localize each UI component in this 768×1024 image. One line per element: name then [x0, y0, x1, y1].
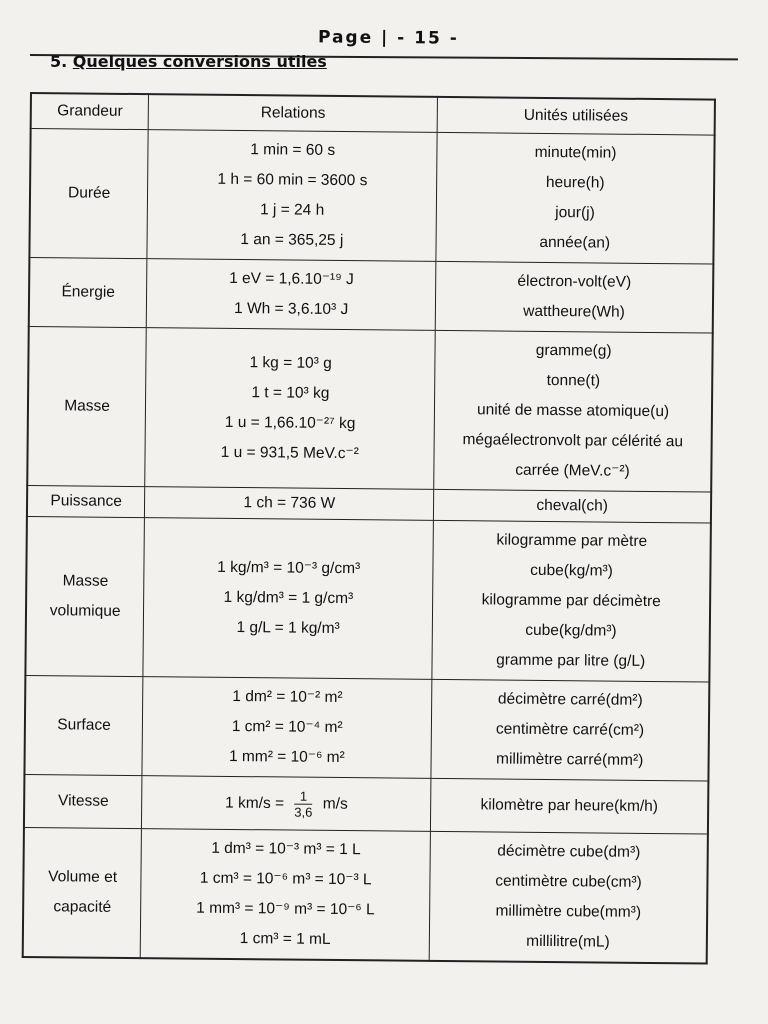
unit: année(an): [539, 233, 611, 252]
relation-left: 1 km/s =: [225, 793, 285, 812]
unit: cube(kg/m³): [530, 561, 613, 580]
relations-cell: [143, 518, 433, 680]
unit: centimètre carré(cm²): [495, 720, 645, 739]
relations-cell: [145, 487, 434, 521]
units-cell: [434, 330, 713, 492]
unit: mégaélectronvolt par célérité au: [462, 431, 684, 451]
relation: 1 kg = 10³ g: [249, 354, 332, 372]
quantity-cell: [25, 516, 144, 676]
relations-cell: [140, 829, 430, 961]
quantity-label: volumique: [49, 602, 121, 620]
header-units: Unités utilisées: [437, 97, 715, 135]
relations-cell: [147, 259, 437, 331]
relation: 1 h = 60 min = 3600 s: [217, 170, 368, 190]
header-quantity: Grandeur: [31, 93, 149, 130]
relation: 1 Wh = 3,6.10³ J: [234, 299, 349, 319]
section-title: [50, 52, 327, 71]
relation: 1 dm² = 10⁻² m²: [232, 687, 343, 707]
quantity-label: Masse: [64, 397, 111, 415]
relations-cell: [142, 677, 432, 779]
table-row: [27, 326, 712, 492]
unit: millimètre cube(mm³): [495, 902, 642, 921]
table-row: [25, 516, 710, 682]
table-row: [24, 774, 708, 834]
unit: heure(h): [545, 173, 605, 192]
fraction-denominator: 3,6: [294, 804, 313, 820]
quantity-cell: [23, 827, 142, 958]
relation: 1 cm² = 10⁻⁴ m²: [231, 717, 343, 737]
units-cell: [436, 132, 714, 264]
quantity-label: Surface: [57, 716, 111, 734]
unit: unité de masse atomique(u): [476, 401, 670, 421]
quantity-label: Volume et: [48, 868, 118, 886]
unit: gramme par litre (g/L): [496, 651, 646, 670]
relation: 1 u = 931,5 MeV.c⁻²: [220, 443, 359, 463]
units-cell: [434, 489, 712, 523]
quantity-cell: [24, 774, 142, 828]
relations-cell: [147, 130, 437, 262]
unit: cheval(ch): [536, 496, 608, 515]
quantity-label: Énergie: [61, 283, 116, 301]
unit: minute(min): [534, 143, 617, 162]
quantity-label: Vitesse: [57, 792, 109, 810]
units-cell: [435, 261, 713, 333]
unit: jour(j): [555, 204, 595, 222]
unit: kilogramme par décimètre: [481, 591, 661, 611]
unit: millimètre carré(mm²): [496, 750, 644, 769]
unit: kilogramme par mètre: [496, 531, 648, 550]
table-row: [29, 129, 714, 265]
unit: électron-volt(eV): [517, 272, 632, 291]
units-cell: [429, 831, 707, 963]
relation: 1 kg/m³ = 10⁻³ g/cm³: [217, 558, 361, 578]
relation: 1 cm³ = 1 mL: [239, 930, 331, 948]
quantity-cell: [29, 258, 147, 328]
relation: 1 t = 10³ kg: [251, 384, 330, 402]
fraction-numerator: 1: [294, 788, 312, 804]
header-relations: Relations: [148, 94, 437, 132]
table-row: [23, 827, 708, 963]
quantity-cell: [24, 675, 143, 775]
conversion-table: [22, 92, 716, 965]
unit: tonne(t): [546, 371, 601, 390]
unit: millilitre(mL): [526, 932, 610, 951]
quantity-cell: [27, 326, 146, 486]
relation: 1 cm³ = 10⁻⁶ m³ = 10⁻³ L: [199, 869, 372, 889]
relation: 1 dm³ = 10⁻³ m³ = 1 L: [211, 839, 361, 859]
relation: 1 mm³ = 10⁻⁹ m³ = 10⁻⁶ L: [196, 899, 375, 919]
relation: 1 u = 1,66.10⁻²⁷ kg: [224, 413, 356, 433]
relation: 1 min = 60 s: [250, 141, 336, 159]
relation: 1 j = 24 h: [259, 201, 325, 219]
relation: 1 eV = 1,6.10⁻¹⁹ J: [229, 269, 354, 289]
quantity-label: capacité: [53, 898, 112, 916]
unit: cube(kg/dm³): [525, 621, 617, 640]
relation: 1 mm² = 10⁻⁶ m²: [228, 747, 345, 767]
relations-cell: [145, 328, 435, 490]
relation-right: m/s: [322, 794, 348, 813]
unit: décimètre cube(dm³): [497, 842, 641, 861]
unit: wattheure(Wh): [523, 302, 625, 321]
relation: 1 kg/dm³ = 1 g/cm³: [223, 588, 354, 608]
page-number-header: Page | - 15 -: [317, 27, 459, 49]
relation: 1 an = 365,25 j: [240, 231, 344, 250]
relations-cell: [142, 776, 431, 832]
table-row: [29, 258, 714, 334]
unit: kilomètre par heure(km/h): [480, 796, 659, 816]
section-title-text: Quelques conversions utiles: [72, 52, 327, 71]
quantity-label: Masse: [62, 572, 109, 590]
relation: 1 g/L = 1 kg/m³: [236, 619, 340, 637]
units-cell: [431, 778, 709, 834]
fraction: [294, 788, 312, 819]
units-cell: [432, 520, 711, 682]
quantity-label: Puissance: [50, 492, 123, 510]
quantity-cell: [29, 129, 148, 259]
quantity-cell: [27, 485, 145, 517]
unit: carrée (MeV.c⁻²): [515, 461, 630, 480]
unit: décimètre carré(dm²): [497, 690, 643, 709]
table-row: [24, 675, 709, 781]
section-number: 5.: [50, 52, 68, 71]
units-cell: [431, 679, 709, 781]
quantity-label: Durée: [67, 184, 111, 202]
unit: gramme(g): [535, 341, 612, 360]
unit: centimètre cube(cm³): [495, 872, 642, 891]
relation: 1 ch = 736 W: [243, 494, 336, 512]
